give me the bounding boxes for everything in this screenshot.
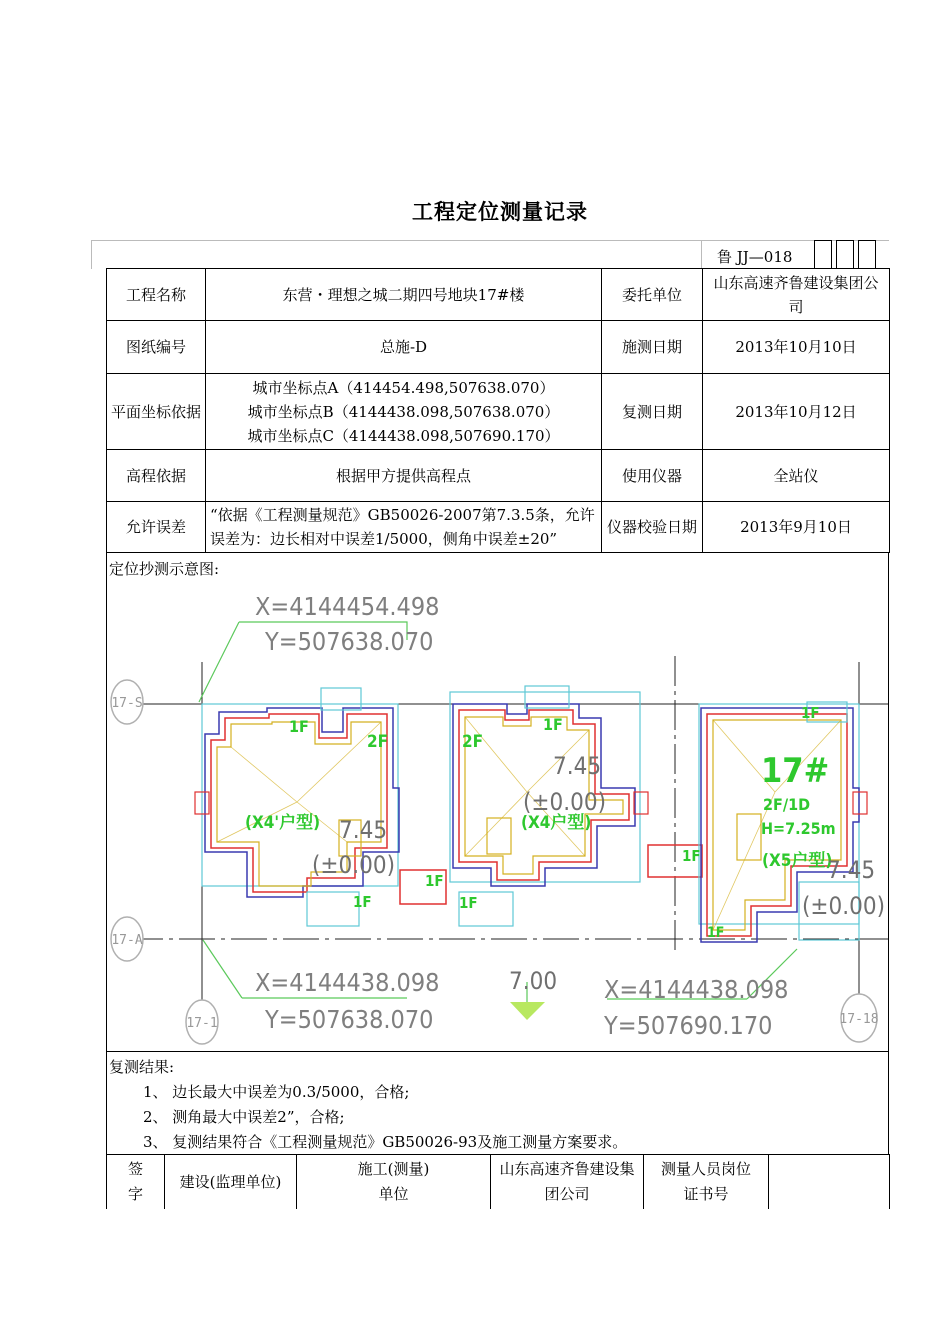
- unit-type-1: (X4'户型): [245, 813, 321, 833]
- recheck-date-label: 复测日期: [602, 374, 703, 450]
- results-heading: 复测结果:: [109, 1058, 175, 1076]
- axis-label-4: 17-18: [839, 1012, 879, 1027]
- axis-label-2: 17-A: [111, 933, 143, 948]
- point-b-y: Y=507638.070: [265, 1005, 434, 1034]
- constructor-company: 山东高速齐鲁建设集团公司: [491, 1155, 644, 1210]
- calibration-label: 仪器校验日期: [602, 502, 703, 553]
- zero-c: (±0.00): [802, 892, 886, 920]
- form-code-bar: [91, 240, 889, 269]
- builder-label: 建设(监理单位): [165, 1155, 297, 1210]
- drawing-no-label: 图纸编号: [107, 321, 206, 374]
- client-label: 委托单位: [602, 269, 703, 321]
- site-plan-drawing: [107, 552, 888, 1051]
- survey-date-label: 施测日期: [602, 321, 703, 374]
- unit-type-3: (X5户型): [762, 851, 833, 871]
- result-item-2: 2、 测角最大中误差2”，合格;: [143, 1108, 345, 1126]
- form-code: 鲁 JJ—018: [717, 248, 793, 266]
- survey-date: 2013年10月10日: [703, 321, 890, 374]
- zero-b: (±0.00): [523, 788, 607, 816]
- floor-label-2f-b: 2F: [462, 732, 484, 752]
- project-name: 东营・理想之城二期四号地块17#楼: [206, 269, 602, 321]
- surveyor-cert-value[interactable]: [769, 1155, 890, 1210]
- floor-label-1f-e: 1F: [459, 894, 478, 912]
- axis-label-1: 17-S: [111, 696, 143, 711]
- recheck-results: [106, 1052, 889, 1154]
- coord-a: 城市坐标点A（414454.498,507638.070）: [252, 378, 555, 397]
- constructor-label: 施工(测量)单位: [297, 1155, 491, 1210]
- floor-label-1f-d: 1F: [543, 715, 563, 734]
- coord-b: 城市坐标点B（4144438.098,507638.070）: [247, 402, 560, 421]
- floor-label-1f-f: 1F: [682, 847, 701, 865]
- instrument-label: 使用仪器: [602, 450, 703, 502]
- elevation-b: 7.45: [553, 752, 602, 780]
- point-c-x: X=4144438.098: [604, 975, 789, 1004]
- coord-c: 城市坐标点C（4144438.098,507690.170）: [247, 426, 560, 445]
- axis-label-3: 17-1: [186, 1016, 218, 1031]
- building-number: 17#: [761, 751, 830, 791]
- elevation-a: 7.45: [339, 816, 388, 844]
- project-name-label: 工程名称: [107, 269, 206, 321]
- plane-basis-label: 平面坐标依据: [107, 374, 206, 450]
- record-table: [106, 268, 890, 553]
- ground-triangle: [510, 1002, 545, 1020]
- result-item-1: 1、 边长最大中误差为0.3/5000，合格;: [143, 1083, 410, 1101]
- point-b-x: X=4144438.098: [255, 968, 440, 997]
- elevation-label: 高程依据: [107, 450, 206, 502]
- point-c-y: Y=507690.170: [604, 1011, 773, 1040]
- elevation-c: 7.45: [827, 856, 876, 884]
- leader-a-diag: [199, 622, 239, 702]
- recheck-date: 2013年10月12日: [703, 374, 890, 450]
- signature-table: [106, 1154, 890, 1209]
- floor-label-1f-h: 1F: [707, 925, 725, 941]
- floor-label-2f-a: 2F: [367, 732, 389, 752]
- instrument: 全站仪: [703, 450, 890, 502]
- floor-label-1f-c: 1F: [425, 872, 444, 890]
- drawing-no: 总施-D: [206, 321, 602, 374]
- calibration-date: 2013年9月10日: [703, 502, 890, 553]
- floor-label-1f-a: 1F: [289, 717, 309, 736]
- elevation-basis: 根据甲方提供高程点: [206, 450, 602, 502]
- result-item-3: 3、 复测结果符合《工程测量规范》GB50026-93及施工测量方案要求。: [143, 1133, 628, 1151]
- leader-b-diag: [203, 940, 242, 998]
- floor-label-1f-b: 1F: [353, 893, 372, 911]
- point-a-y: Y=507638.070: [265, 627, 434, 656]
- floor-count: 2F/1D: [763, 795, 811, 814]
- building-height: H=7.25m: [761, 819, 836, 838]
- point-a-x: X=4144454.498: [255, 592, 440, 621]
- tolerance-label: 允许误差: [107, 502, 206, 553]
- layout-diagram: [106, 552, 889, 1052]
- floor-label-1f-g: 1F: [801, 704, 820, 722]
- surveyor-cert-label: 测量人员岗位证书号: [644, 1155, 769, 1210]
- client: 山东高速齐鲁建设集团公司: [703, 269, 890, 321]
- tolerance: “依据《工程测量规范》GB50026-2007第7.3.5条，允许误差为：边长相对中误差1/5000，侧角中误差±20”: [206, 502, 602, 553]
- ground-elevation: 7.00: [509, 967, 558, 995]
- plane-basis: [206, 374, 602, 450]
- code-boxes: [814, 240, 876, 268]
- page-title: 工程定位测量记录: [412, 200, 588, 224]
- zero-a: (±0.00): [312, 851, 396, 879]
- sign-label: 签字: [107, 1155, 165, 1210]
- unit-type-2: (X4户型): [521, 813, 592, 833]
- diagram-label: 定位抄测示意图:: [109, 560, 220, 578]
